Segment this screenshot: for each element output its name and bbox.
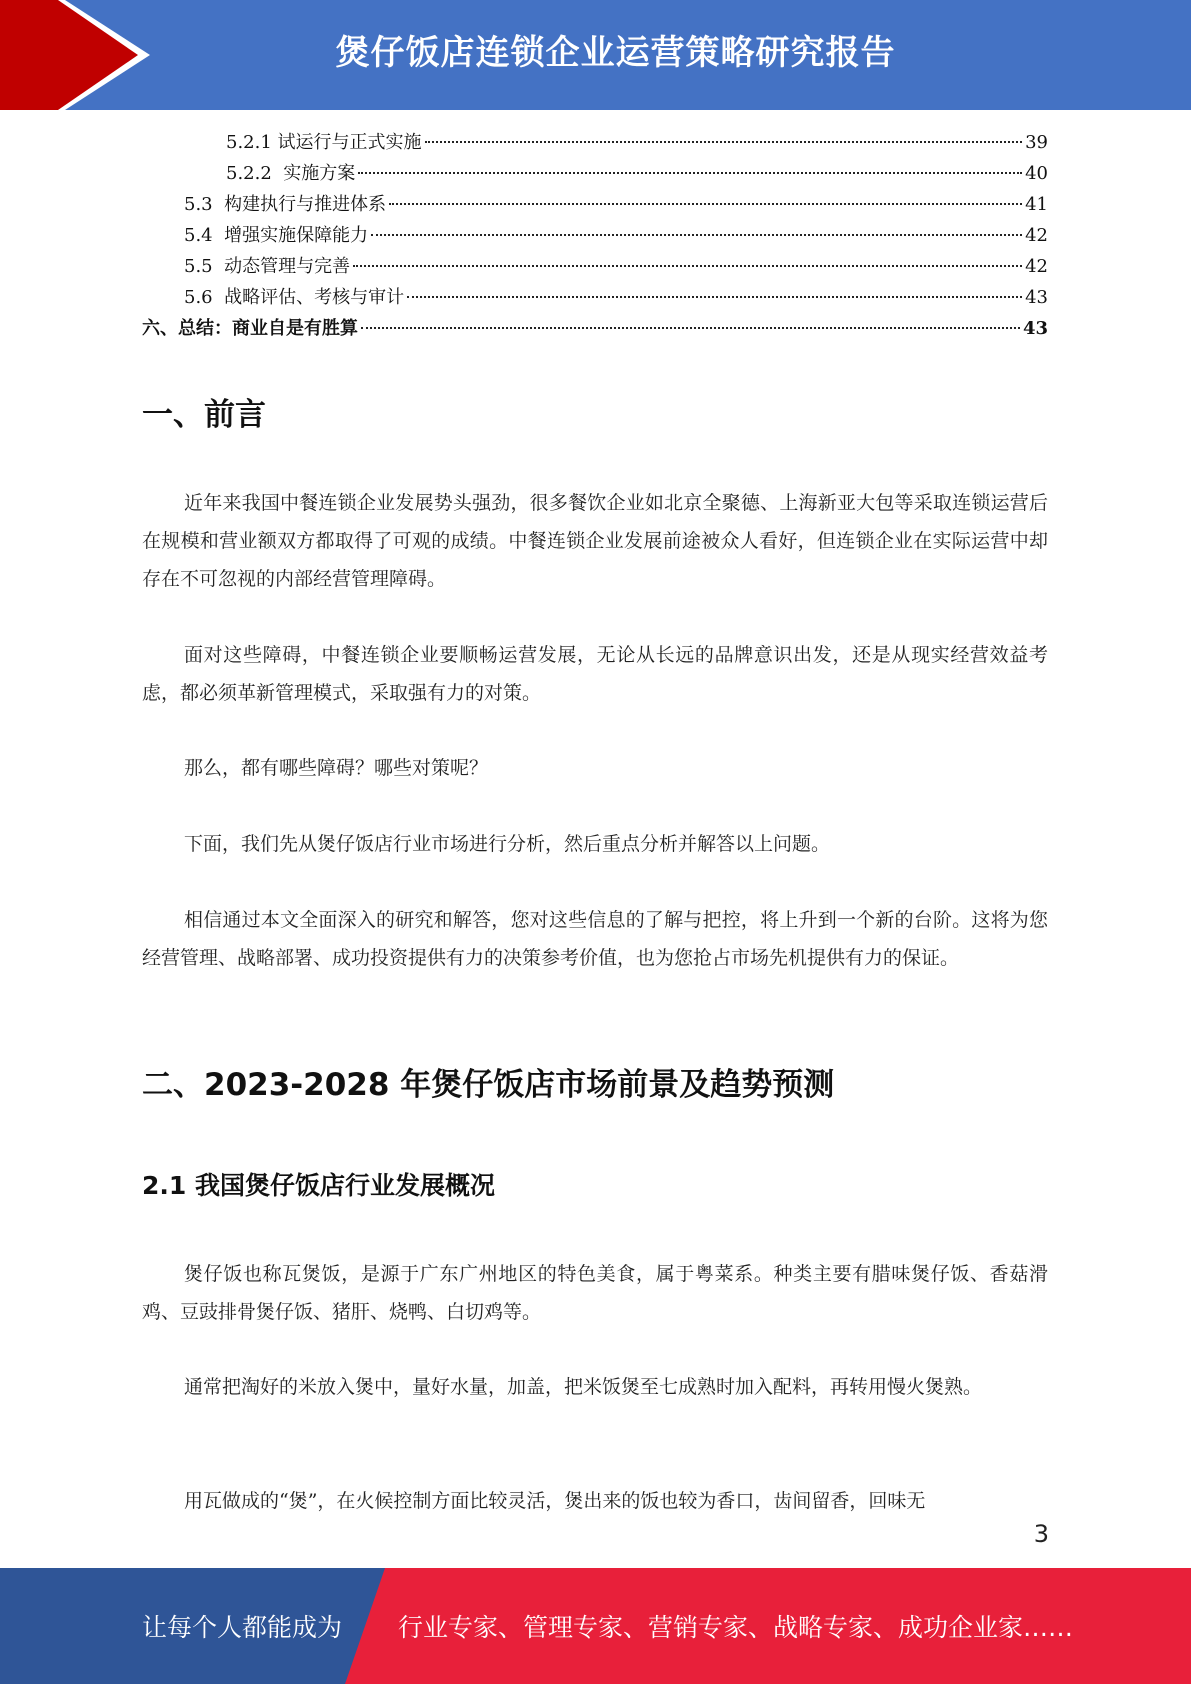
toc-entry[interactable]: [142, 252, 1048, 283]
toc-entry-page: 41: [1025, 194, 1048, 215]
toc-leader-dots: [389, 203, 1022, 205]
toc-entry-label: 5.2.2 实施方案: [226, 163, 356, 184]
toc-entry-label: 5.4 增强实施保障能力: [184, 225, 369, 246]
table-of-contents: [142, 128, 1048, 345]
toc-entry-page: 39: [1025, 132, 1048, 153]
preface-heading: 一、前言: [142, 397, 266, 433]
footer-slogan-right: 行业专家、管理专家、营销专家、战略专家、成功企业家……: [398, 1613, 1074, 1642]
toc-entry-label: 5.2.1 试运行与正式实施: [226, 132, 422, 153]
paragraph: 相信通过本文全面深入的研究和解答，您对这些信息的了解与把控，将上升到一个新的台阶。这将为您经营管理、战略部署、成功投资提供有力的决策参考价值，也为您抢占市场先机提供有力的保证。: [142, 909, 1048, 969]
toc-leader-dots: [353, 265, 1022, 267]
toc-entry[interactable]: [142, 190, 1048, 221]
toc-entry-label: 5.3 构建执行与推进体系: [184, 194, 387, 215]
page-number: 3: [1033, 1520, 1049, 1548]
paragraph: 那么，都有哪些障碍？哪些对策呢？: [184, 757, 489, 779]
toc-entry-page: 42: [1025, 225, 1048, 246]
paragraph: 面对这些障碍，中餐连锁企业要顺畅运营发展，无论从长远的品牌意识出发，还是从现实经营效益考虑，都必须革新管理模式，采取强有力的对策。: [142, 644, 1048, 704]
toc-entry[interactable]: [142, 159, 1048, 190]
toc-entry[interactable]: [142, 314, 1048, 345]
page-header: [0, 0, 1191, 110]
paragraph: 下面，我们先从煲仔饭店行业市场进行分析，然后重点分析并解答以上问题。: [184, 833, 831, 855]
paragraph: 煲仔饭也称瓦煲饭，是源于广东广州地区的特色美食，属于粤菜系。种类主要有腊味煲仔饭、香菇滑鸡、豆豉排骨煲仔饭、猪肝、烧鸭、白切鸡等。: [142, 1263, 1048, 1323]
toc-leader-dots: [361, 327, 1020, 329]
paragraph: 通常把淘好的米放入煲中，量好水量，加盖，把米饭煲至七成熟时加入配料，再转用慢火煲熟。: [184, 1376, 983, 1398]
paragraph: 用瓦做成的“煲”，在火候控制方面比较灵活，煲出来的饭也较为香口，齿间留香，回味无: [184, 1490, 926, 1512]
toc-leader-dots: [371, 234, 1022, 236]
toc-entry-label: 六、总结：商业自是有胜算: [142, 318, 358, 339]
page-footer: [0, 1568, 1191, 1684]
toc-entry-page: 43: [1022, 318, 1048, 339]
toc-entry-page: 43: [1025, 287, 1048, 308]
subsection-heading: 2.1 我国煲仔饭店行业发展概况: [142, 1171, 495, 1200]
document-title: 煲仔饭店连锁企业运营策略研究报告: [335, 33, 896, 73]
toc-entry[interactable]: [142, 221, 1048, 252]
footer-slogan-left: 让每个人都能成为: [142, 1613, 343, 1642]
toc-entry[interactable]: [142, 283, 1048, 314]
toc-entry-page: 40: [1025, 163, 1048, 184]
toc-leader-dots: [358, 172, 1022, 174]
toc-leader-dots: [425, 141, 1023, 143]
toc-entry[interactable]: [142, 128, 1048, 159]
market-heading: 二、2023-2028 年煲仔饭店市场前景及趋势预测: [142, 1067, 835, 1103]
toc-entry-label: 5.5 动态管理与完善: [184, 256, 351, 277]
toc-leader-dots: [407, 296, 1022, 298]
toc-entry-page: 42: [1025, 256, 1048, 277]
paragraph: 近年来我国中餐连锁企业发展势头强劲，很多餐饮企业如北京全聚德、上海新亚大包等采取连锁运营后在规模和营业额双方都取得了可观的成绩。中餐连锁企业发展前途被众人看好，但连锁企业在实际运营中却存在不可忽视的内部经营管理障碍。: [142, 492, 1048, 590]
toc-entry-label: 5.6 战略评估、考核与审计: [184, 287, 405, 308]
